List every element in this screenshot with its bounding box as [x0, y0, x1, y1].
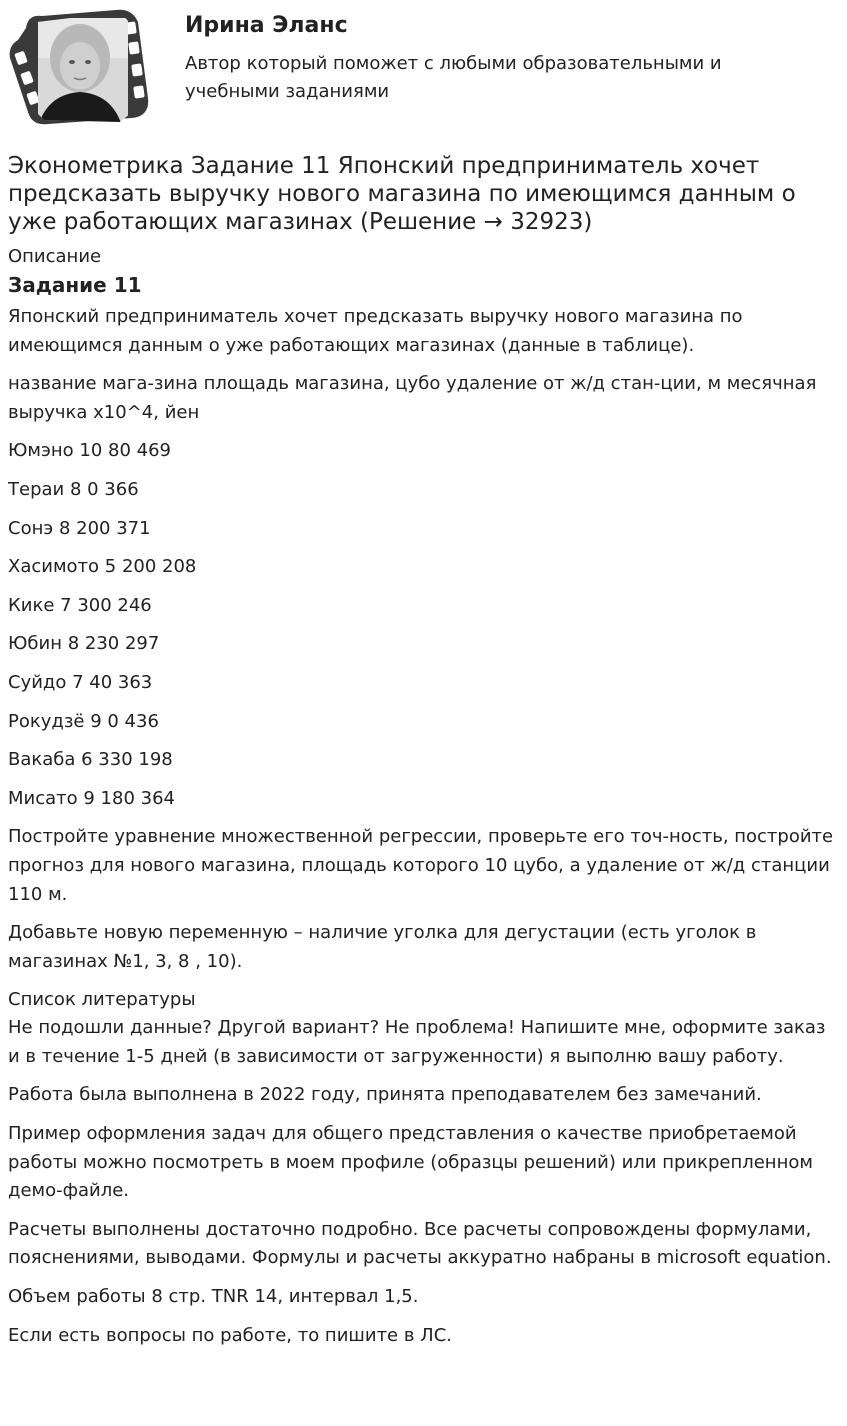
data-row: Юбин 8 230 297	[8, 633, 160, 655]
note-paragraph: Работа была выполнена в 2022 году, принята преподавателем без замечаний.	[8, 1084, 762, 1106]
data-row: Хасимото 5 200 208	[8, 556, 197, 578]
main-content	[0, 152, 847, 1350]
data-row: Мисато 9 180 364	[8, 787, 175, 809]
task-intro: Японский предприниматель хочет предсказать выручку нового магазина по имеющимся данным о уже работающих магазинах (данные в таблице).	[8, 306, 743, 356]
task-heading: Задание 11	[8, 273, 142, 297]
avatar-image	[8, 8, 150, 126]
note-paragraph: Расчеты выполнены достаточно подробно. Все расчеты сопровождены формулами, пояснениями, выводами. Формулы и расчеты аккуратно набраны в microsoft equation.	[8, 1218, 832, 1269]
note-paragraph: Объем работы 8 стр. TNR 14, интервал 1,5.	[8, 1286, 419, 1308]
data-row: Сонэ 8 200 371	[8, 517, 151, 539]
author-name[interactable]: Ирина Эланс	[185, 13, 348, 38]
data-row: Вакаба 6 330 198	[8, 749, 173, 771]
author-block	[0, 0, 847, 140]
data-row: Тераи 8 0 366	[8, 478, 139, 500]
table-header: название мага-зина площадь магазина, цубо удаление от ж/д стан-ции, м месячная выручка х10^4, йен	[8, 373, 817, 423]
description-label: Описание	[8, 246, 102, 267]
data-row: Юмэно 10 80 469	[8, 440, 172, 462]
note-paragraph: Не подошли данные? Другой вариант? Не проблема! Напишите мне, оформите заказ и в течение 1-5 дней (в зависимости от загруженности) я выполню вашу работу.	[8, 1017, 826, 1067]
author-avatar[interactable]	[8, 8, 150, 126]
data-row: Кике 7 300 246	[8, 594, 152, 616]
data-row: Рокудзё 9 0 436	[8, 710, 159, 732]
note-paragraph: Если есть вопросы по работе, то пишите в ЛС.	[8, 1324, 453, 1346]
author-description: Автор который поможет с любыми образовательными и учебными заданиями	[185, 53, 722, 102]
note-paragraph: Пример оформления задач для общего представления о качестве приобретаемой работы можно посмотреть в моем профиле (образцы решений) или прикрепленном демо-файле.	[8, 1123, 813, 1202]
data-row: Суйдо 7 40 363	[8, 671, 153, 693]
page-title: Эконометрика Задание 11 Японский предприниматель хочет предсказать выручку нового магазина по имеющимся данным о уже работающих магазинах (Решение → 32923)	[8, 153, 796, 235]
task-instructions: Постройте уравнение множественной регрессии, проверьте его точ-ность, постройте прогноз для нового магазина, площадь которого 10 цубо, а удаление от ж/д станции 110 м.	[8, 826, 834, 905]
task-additional-variable: Добавьте новую переменную – наличие уголка для дегустации (есть уголок в магазинах №1, 3, 8 , 10).	[8, 922, 757, 972]
literature-label: Список литературы	[8, 989, 196, 1011]
